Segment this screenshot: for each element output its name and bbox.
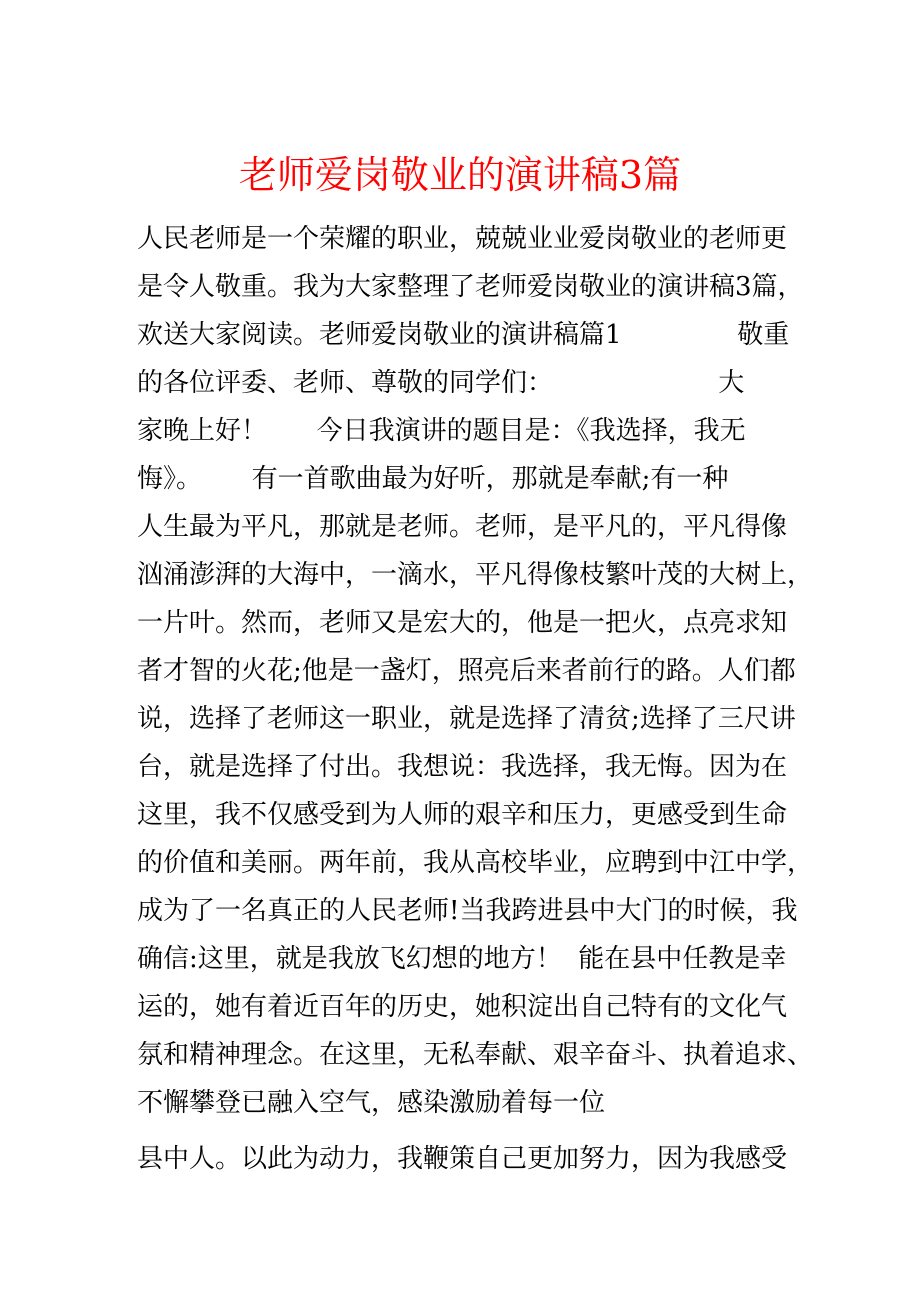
body-line: 者才智的火花;他是一盏灯，照亮后来者前行的路。人们都 (137, 656, 796, 686)
body-line: 的各位评委、老师、尊敬的同学们： 大 (137, 368, 745, 398)
body-line: 家晚上好！ 今日我演讲的题目是：《我选择，我无 (137, 416, 746, 446)
body-line: 人生最为平凡，那就是老师。老师，是平凡的，平凡得像 (137, 512, 788, 542)
body-line: 运的，她有着近百年的历史，她积淀出自己特有的文化气 (137, 992, 788, 1022)
body-line: 台，就是选择了付出。我想说：我选择，我无悔。因为在 (137, 752, 788, 782)
body-line: 人民老师是一个荣耀的职业，兢兢业业爱岗敬业的老师更 (137, 224, 788, 254)
body-line: 悔》。 有一首歌曲最为好听，那就是奉献;有一种 (137, 464, 729, 494)
body-line: 一片叶。然而，老师又是宏大的，他是一把火，点亮求知 (137, 608, 788, 638)
body-line: 汹涌澎湃的大海中，一滴水，平凡得像枝繁叶茂的大树上， (137, 560, 814, 590)
body-line: 说，选择了老师这一职业，就是选择了清贫;选择了三尺讲 (137, 704, 796, 734)
body-line: 欢送大家阅读。老师爱岗敬业的演讲稿篇1 敬重 (137, 320, 790, 350)
body-line: 是令人敬重。我为大家整理了老师爱岗敬业的演讲稿3篇， (137, 272, 804, 302)
document-title: 老师爱岗敬业的演讲稿3篇 (238, 153, 682, 197)
body-line: 的价值和美丽。两年前，我从高校毕业，应聘到中江中学， (137, 848, 814, 878)
body-line: 氛和精神理念。在这里，无私奉献、艰辛奋斗、执着追求、 (137, 1040, 814, 1070)
body-line: 这里，我不仅感受到为人师的艰辛和压力，更感受到生命 (137, 800, 788, 830)
body-line: 成为了一名真正的人民老师!当我跨进县中大门的时候，我 (137, 896, 798, 926)
body-line: 不懈攀登已融入空气，感染激励着每一位 (137, 1088, 606, 1118)
body-line: 确信:这里，就是我放飞幻想的地方！ 能在县中任教是幸 (137, 944, 787, 974)
body-line: 县中人。以此为动力，我鞭策自己更加努力，因为我感受 (137, 1144, 788, 1174)
